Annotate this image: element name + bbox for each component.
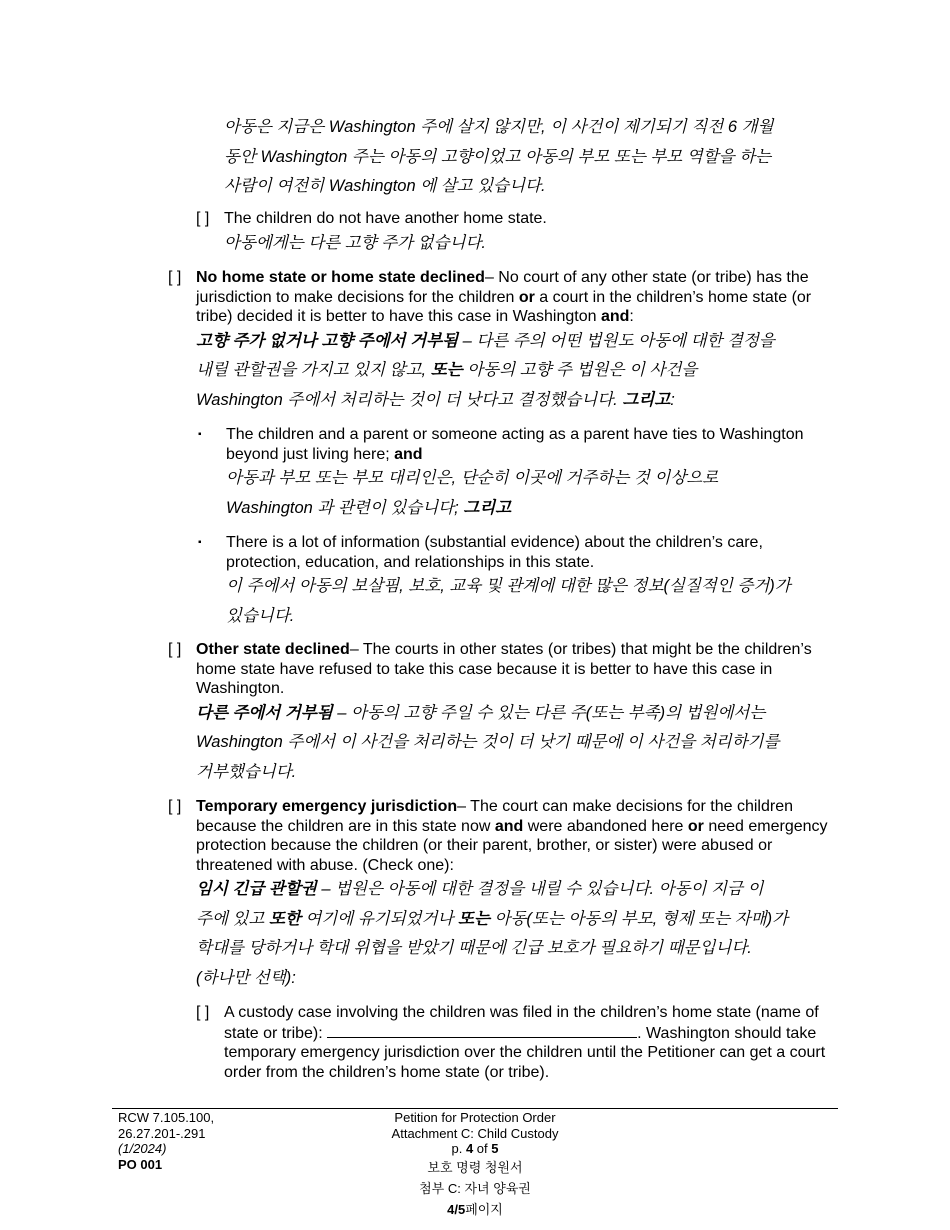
text: or — [687, 817, 704, 835]
bullet-text: There is a lot of information (substantial evidence) about the children’s care, protection, education, and relationships in this state. — [226, 534, 763, 571]
checkbox[interactable]: [ ] — [168, 798, 182, 815]
text: 아동과 부모 또는 부모 대리인은, 단순히 이곳에 거주하는 것 이상으로 — [226, 469, 719, 487]
text: of — [473, 1141, 492, 1156]
text-line: 동안 Washington 주는 아동의 고향이었고 아동의 부모 또는 부모 역할을 하는 — [224, 147, 772, 166]
form-title: Petition for Protection Order — [394, 1110, 556, 1125]
form-subtitle-korean: 첨부 C: 자녀 양육권 — [419, 1180, 531, 1196]
text: – The court can make decisions for the children because the children are in this state now — [196, 798, 794, 835]
footer-left — [118, 1110, 214, 1172]
footer-divider — [112, 1108, 838, 1109]
text-line: 아동은 지금은 Washington 주에 살지 않지만, 이 사건이 제기되기 직전 6 개월 — [224, 118, 774, 136]
text: (하나만 선택): — [196, 968, 296, 987]
bullet-text — [226, 425, 826, 464]
footer-center — [330, 1110, 620, 1220]
option-text-korean — [196, 699, 838, 788]
text: Washington 주에서 이 사건을 처리하는 것이 더 낫기 때문에 이 사건을 처리하기를 — [196, 733, 780, 751]
rcw-citation: RCW 7.105.100, — [118, 1110, 215, 1125]
text: : — [629, 308, 634, 325]
bullet-icon: ▪ — [198, 537, 202, 548]
text: and — [600, 308, 630, 325]
text: – The courts in other states (or tribes) that might be the children’s home state have refused to take this case because it is better to have this case in Washington. — [196, 641, 812, 697]
bullet-text-korean — [226, 464, 826, 523]
text: and — [394, 445, 423, 463]
page-number — [330, 1141, 620, 1157]
text: 그리고 — [463, 498, 512, 517]
bullet-icon: ▪ — [198, 429, 202, 440]
option-text-korean: 아동에게는 다른 고향 주가 없습니다. — [224, 233, 487, 252]
option-no-home-state — [168, 268, 838, 415]
text: Washington 주에서 처리하는 것이 더 낫다고 결정했습니다. — [196, 390, 623, 409]
text: 다른 주에서 거부됨 — [196, 703, 333, 722]
text: need emergency protection because the children (or their parent, brother, or sister) were abused or threatened with abuse. (Check one): — [196, 817, 828, 874]
text: 주에 있고 — [196, 909, 269, 928]
option-text-korean — [196, 875, 838, 993]
option-heading: Temporary emergency jurisdiction — [196, 798, 458, 815]
text: 학대를 당하거나 학대 위협을 받았기 때문에 긴급 보호가 필요하기 때문입니다. — [196, 939, 752, 957]
checkbox[interactable]: [ ] — [196, 210, 210, 227]
text: 4 — [465, 1141, 474, 1156]
text: 그리고 — [622, 390, 671, 409]
text: – 법원은 아동에 대한 결정을 내릴 수 있습니다. 아동이 지금 이 — [316, 880, 764, 898]
option-heading: Other state declined — [196, 641, 350, 658]
text: Washington 과 관련이 있습니다; — [226, 498, 464, 517]
option-text — [224, 1003, 836, 1082]
text: 이 주에서 아동의 보살핌, 보호, 교육 및 관계에 대한 많은 정보(실질적인 증거)가 — [226, 577, 791, 595]
rcw-citation: 26.27.201-.291 — [118, 1125, 206, 1141]
text: . Washington should take temporary emergency jurisdiction over the children until the Petitioner can get a court order from the children’s home state (or tribe). — [224, 1024, 826, 1081]
option-other-state-declined — [168, 640, 838, 787]
option-text — [196, 797, 838, 875]
bullet-substantial-evidence — [196, 533, 836, 631]
text: a court in the children’s home state (or tribe) decided it is better to have this case in Washington — [196, 288, 812, 325]
checkbox[interactable]: [ ] — [196, 1004, 210, 1021]
text: – No court of any other state (or tribe) has the jurisdiction to make decisions for the children — [196, 269, 809, 306]
option-text-korean — [196, 327, 838, 416]
text: A custody case involving the children was filed in the children’s home state (name of state or tribe): — [224, 1004, 819, 1042]
state-or-tribe-name-field[interactable] — [327, 1023, 637, 1038]
bullet-ties-to-washington — [196, 425, 836, 523]
text: 아동의 고향 주 법원은 이 사건을 — [462, 361, 698, 379]
text: 내릴 관할권을 가지고 있지 않고, — [196, 361, 431, 379]
text: or — [518, 288, 535, 306]
text: 4/5 — [447, 1201, 466, 1217]
text: p. — [451, 1141, 466, 1156]
text: 여기에 유기되었거나 — [300, 909, 459, 928]
text: : — [670, 390, 675, 409]
form-subtitle: Attachment C: Child Custody — [391, 1125, 559, 1141]
page-number-korean — [330, 1199, 620, 1220]
text: 고향 주가 없거나 고향 주에서 거부됨 — [196, 331, 459, 350]
text: – 다른 주의 어떤 법원도 아동에 대한 결정을 — [458, 331, 775, 350]
text: 또는 — [430, 361, 463, 379]
text: and — [494, 817, 524, 835]
checkbox[interactable]: [ ] — [168, 269, 182, 286]
option-text — [196, 268, 838, 327]
text: 거부했습니다. — [196, 762, 297, 781]
form-number: PO 001 — [118, 1156, 163, 1172]
option-no-other-home-state — [196, 209, 836, 258]
option-custody-case-filed — [196, 1003, 836, 1082]
option-text — [196, 640, 838, 699]
option-heading: No home state or home state declined — [196, 269, 485, 286]
text: were abandoned here — [523, 817, 688, 835]
option-text: The children do not have another home state. — [224, 210, 547, 227]
form-date: (1/2024) — [118, 1141, 167, 1156]
text: 아동(또는 아동의 부모, 형제 또는 자매)가 — [489, 909, 789, 928]
checkbox[interactable]: [ ] — [168, 641, 182, 658]
text: – 아동의 고향 주일 수 있는 다른 주(또는 부족)의 법원에서는 — [332, 703, 766, 722]
text: 임시 긴급 관할권 — [196, 880, 317, 898]
home-state-korean-text — [224, 113, 774, 202]
text: The children and a parent or someone acting as a parent have ties to Washington beyond just living here; — [226, 426, 804, 463]
text: 있습니다. — [226, 606, 295, 625]
text: 5 — [491, 1141, 499, 1156]
text: 또한 — [268, 909, 301, 928]
bullet-text-korean — [226, 572, 836, 631]
option-temporary-emergency — [168, 797, 838, 993]
text: 또는 — [458, 909, 490, 928]
form-title-korean: 보호 명령 청원서 — [427, 1159, 523, 1175]
text: 페이지 — [465, 1201, 503, 1217]
text-line: 사람이 여전히 Washington 에 살고 있습니다. — [224, 177, 546, 195]
